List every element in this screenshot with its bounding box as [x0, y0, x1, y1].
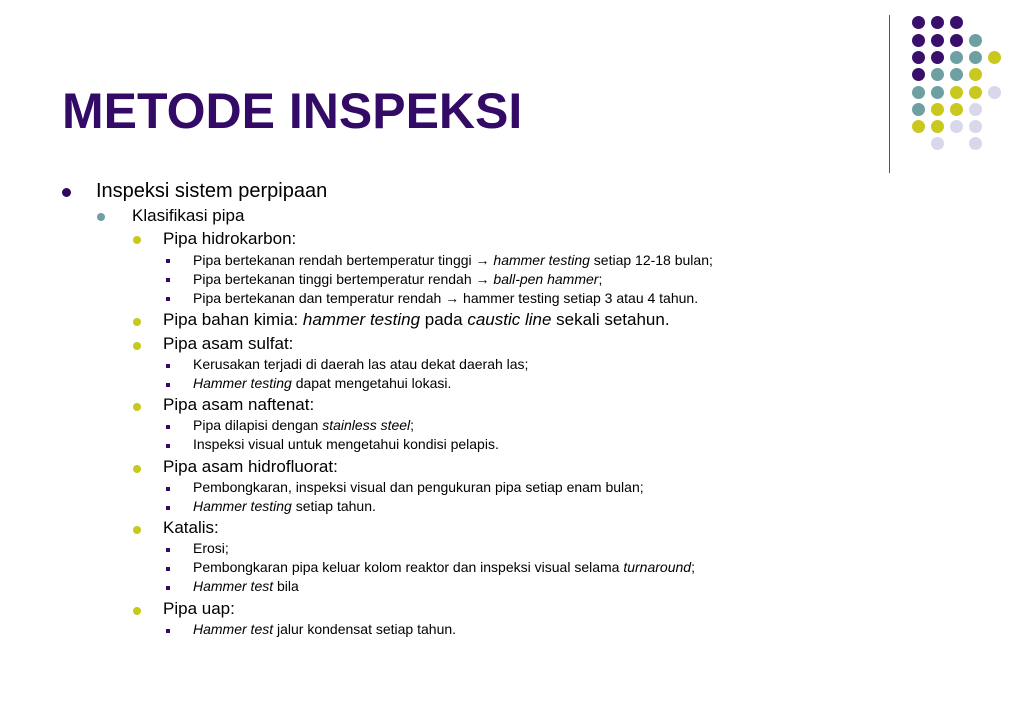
decorative-dot	[931, 16, 944, 29]
item-hidrokarbon-1: Pipa bertekanan rendah bertemperatur tinggi → hammer testing setiap 12-18 bulan;	[193, 252, 713, 268]
decorative-dot	[950, 68, 963, 81]
decorative-dot	[969, 86, 982, 99]
decorative-dot	[931, 86, 944, 99]
decorative-dot	[931, 103, 944, 116]
bullet-square	[166, 586, 170, 590]
item-katalis-1: Erosi;	[193, 540, 229, 556]
decorative-dot	[931, 120, 944, 133]
bullet-square	[166, 278, 170, 282]
item-hidrofluorat-2: Hammer testing setiap tahun.	[193, 498, 376, 514]
decorative-dot	[931, 68, 944, 81]
bullet-dot	[133, 607, 141, 615]
bullet-dot	[62, 188, 71, 197]
bullet-square	[166, 297, 170, 301]
decorative-dot	[950, 16, 963, 29]
bullet-square	[166, 444, 170, 448]
decorative-dot	[969, 137, 982, 150]
section-hidrokarbon: Pipa hidrokarbon:	[163, 229, 297, 248]
bullet-dot	[133, 465, 141, 473]
outline-level2: Klasifikasi pipa	[132, 206, 245, 225]
slide-title: METODE INSPEKSI	[62, 83, 523, 139]
bullet-square	[166, 259, 170, 263]
decorative-dot	[912, 16, 925, 29]
decorative-dot	[912, 86, 925, 99]
item-uap-1: Hammer test jalur kondensat setiap tahun.	[193, 621, 457, 637]
item-naftenat-2: Inspeksi visual untuk mengetahui kondisi pelapis.	[193, 436, 499, 452]
item-hidrokarbon-2: Pipa bertekanan tinggi bertemperatur rendah → ball-pen hammer;	[193, 271, 603, 287]
bullet-square	[166, 364, 170, 368]
item-sulfat-2: Hammer testing dapat mengetahui lokasi.	[193, 375, 452, 391]
bullet-dot	[97, 213, 105, 221]
bullet-dot	[133, 318, 141, 326]
section-kimia: Pipa bahan kimia: hammer testing pada caustic line sekali setahun.	[163, 310, 670, 329]
item-katalis-3: Hammer test bila	[193, 578, 299, 594]
section-uap: Pipa uap:	[163, 599, 235, 618]
decorative-dot	[931, 137, 944, 150]
item-sulfat-1: Kerusakan terjadi di daerah las atau dekat daerah las;	[193, 356, 529, 372]
bullet-square	[166, 383, 170, 387]
item-katalis-2: Pembongkaran pipa keluar kolom reaktor dan inspeksi visual selama turnaround;	[193, 559, 695, 575]
decorative-dot	[969, 120, 982, 133]
decorative-dot	[912, 103, 925, 116]
divider-line	[889, 15, 890, 173]
decorative-dot	[988, 86, 1001, 99]
bullet-square	[166, 425, 170, 429]
bullet-dot	[133, 403, 141, 411]
item-naftenat-1: Pipa dilapisi dengan stainless steel;	[193, 417, 415, 433]
bullet-square	[166, 629, 170, 633]
decorative-dot	[988, 51, 1001, 64]
outline-level1: Inspeksi sistem perpipaan	[96, 180, 328, 202]
decorative-dot	[931, 51, 944, 64]
bullet-square	[166, 506, 170, 510]
decorative-dot	[950, 86, 963, 99]
decorative-dot	[950, 34, 963, 47]
section-hidrofluorat: Pipa asam hidrofluorat:	[163, 457, 338, 476]
decorative-dot	[969, 34, 982, 47]
decorative-dot	[931, 34, 944, 47]
item-hidrofluorat-1: Pembongkaran, inspeksi visual dan pengukuran pipa setiap enam bulan;	[193, 479, 644, 495]
section-sulfat: Pipa asam sulfat:	[163, 334, 294, 353]
decorative-dot	[969, 68, 982, 81]
bullet-dot	[133, 236, 141, 244]
decorative-dot	[969, 103, 982, 116]
bullet-dot	[133, 526, 141, 534]
bullet-square	[166, 487, 170, 491]
decorative-dot	[950, 103, 963, 116]
decorative-dot	[912, 68, 925, 81]
decorative-dot	[912, 51, 925, 64]
decorative-dot	[969, 51, 982, 64]
decorative-dot	[912, 34, 925, 47]
decorative-dot	[950, 120, 963, 133]
bullet-square	[166, 567, 170, 571]
item-hidrokarbon-3: Pipa bertekanan dan temperatur rendah → hammer testing setiap 3 atau 4 tahun.	[193, 290, 699, 306]
section-naftenat: Pipa asam naftenat:	[163, 395, 315, 414]
bullet-square	[166, 548, 170, 552]
decorative-dot	[950, 51, 963, 64]
section-katalis: Katalis:	[163, 518, 219, 537]
decorative-dot	[912, 120, 925, 133]
bullet-dot	[133, 342, 141, 350]
